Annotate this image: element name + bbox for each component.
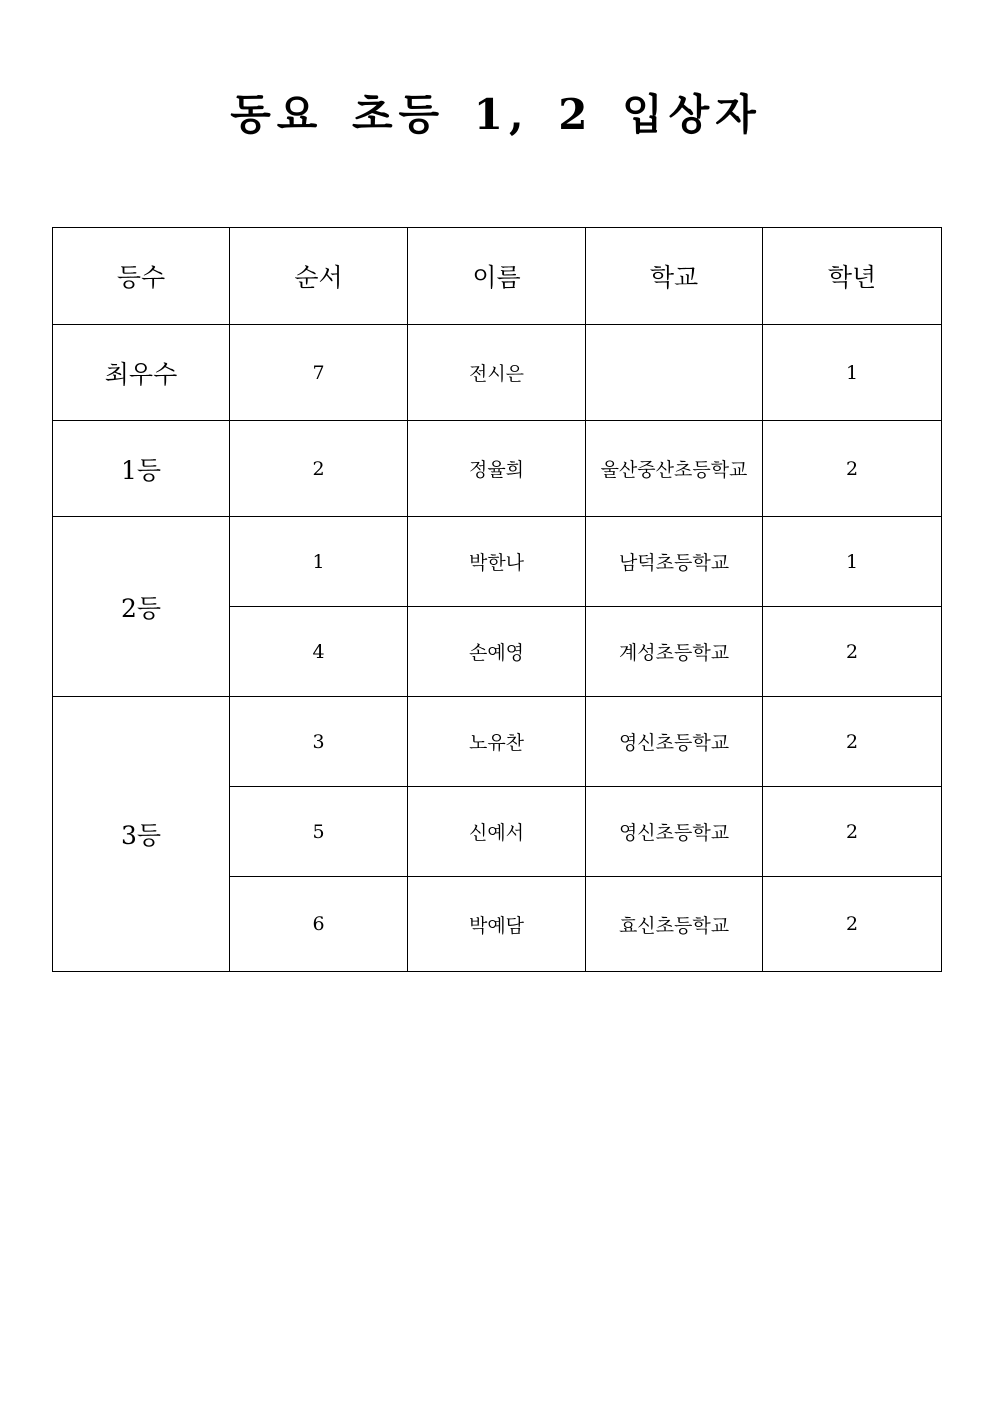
school-cell: 영신초등학교: [586, 787, 763, 877]
header-rank: 등수: [53, 228, 230, 325]
grade-cell: 1: [763, 517, 942, 607]
name-cell: 신예서: [408, 787, 586, 877]
grade-cell: 2: [763, 787, 942, 877]
name-cell: 박예담: [408, 877, 586, 972]
school-cell: 계성초등학교: [586, 607, 763, 697]
school-cell: 영신초등학교: [586, 697, 763, 787]
header-row: [53, 228, 942, 325]
rank-cell: 1등: [53, 421, 230, 517]
grade-cell: 2: [763, 607, 942, 697]
school-cell: 울산중산초등학교: [586, 421, 763, 517]
grade-cell: 2: [763, 877, 942, 972]
rank-cell: 3등: [53, 697, 230, 972]
order-cell: 1: [230, 517, 408, 607]
order-cell: 5: [230, 787, 408, 877]
name-cell: 박한나: [408, 517, 586, 607]
table-row: [53, 421, 942, 517]
school-cell: 남덕초등학교: [586, 517, 763, 607]
header-name: 이름: [408, 228, 586, 325]
results-table: [52, 227, 942, 972]
name-cell: 손예영: [408, 607, 586, 697]
page-title: 동요 초등 1, 2 입상자: [230, 90, 762, 139]
rank-cell: 2등: [53, 517, 230, 697]
table-row: [53, 325, 942, 421]
school-cell: [586, 325, 763, 421]
name-cell: 노유찬: [408, 697, 586, 787]
grade-cell: 2: [763, 421, 942, 517]
grade-cell: 1: [763, 325, 942, 421]
name-cell: 정율희: [408, 421, 586, 517]
order-cell: 7: [230, 325, 408, 421]
order-cell: 3: [230, 697, 408, 787]
rank-cell: 최우수: [53, 325, 230, 421]
header-grade: 학년: [763, 228, 942, 325]
grade-cell: 2: [763, 697, 942, 787]
header-order: 순서: [230, 228, 408, 325]
table-row: [53, 697, 942, 787]
name-cell: 전시은: [408, 325, 586, 421]
header-school: 학교: [586, 228, 763, 325]
order-cell: 2: [230, 421, 408, 517]
school-cell: 효신초등학교: [586, 877, 763, 972]
order-cell: 4: [230, 607, 408, 697]
order-cell: 6: [230, 877, 408, 972]
table-row: [53, 517, 942, 607]
